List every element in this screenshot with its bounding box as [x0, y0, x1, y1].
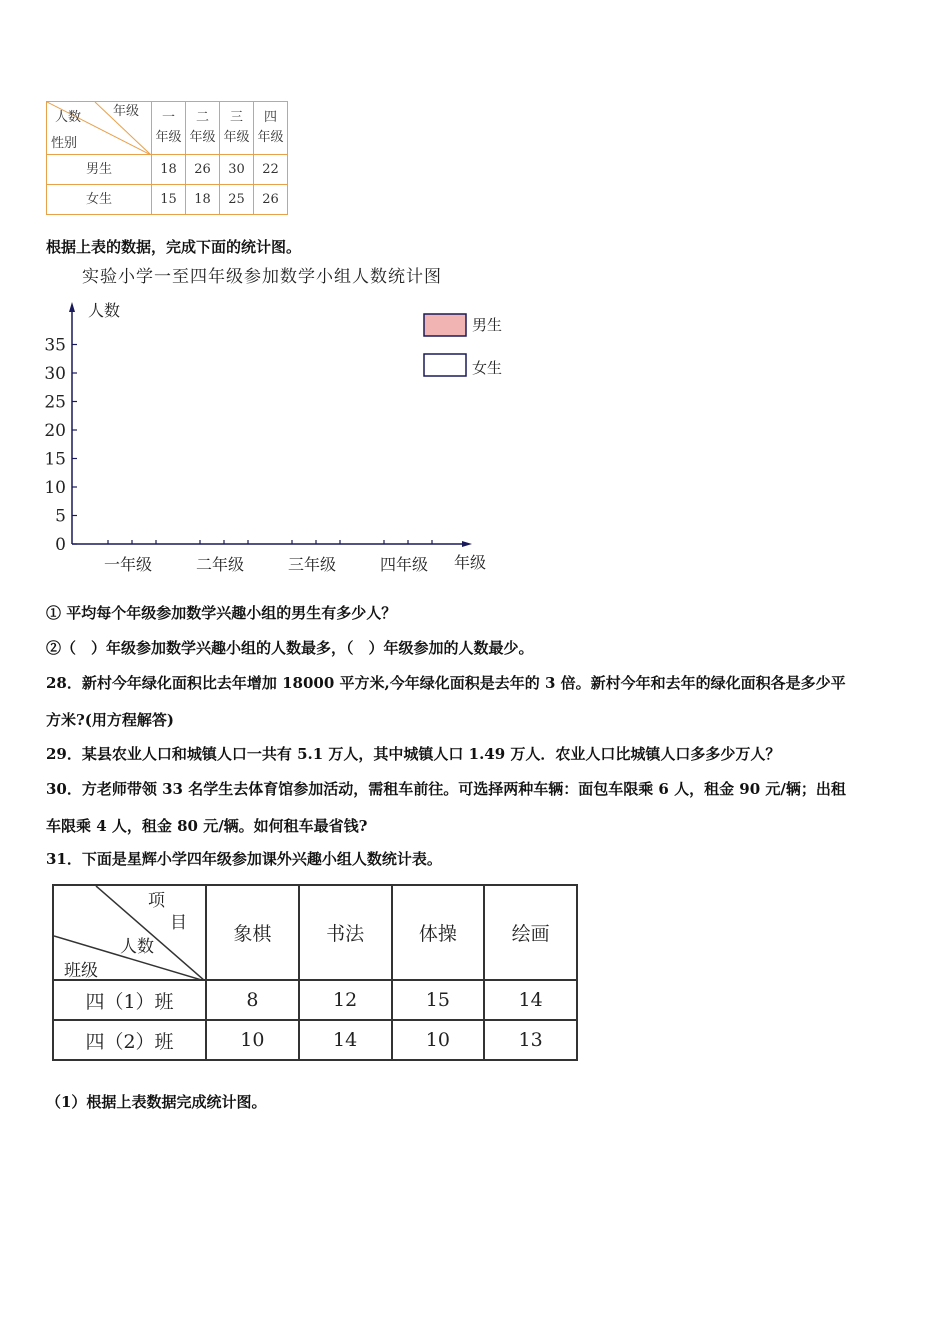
cell: 14 [299, 1020, 392, 1060]
y-tick-label: 20 [44, 421, 66, 441]
question-28-line-2: 方米?(用方程解答) [46, 711, 174, 729]
legend-swatch-boys [424, 314, 466, 336]
sub-question-1: （1）根据上表数据完成统计图。 [46, 1093, 267, 1111]
x-category-label: 四年级 [379, 555, 429, 574]
row-label: 男生 [47, 155, 152, 185]
cell: 15 [392, 980, 485, 1020]
x-category-label: 三年级 [287, 555, 337, 574]
x-category-label: 一年级 [103, 555, 153, 574]
cell: 12 [299, 980, 392, 1020]
corner-count-label: 人数 [55, 110, 82, 125]
y-tick-label: 10 [44, 478, 66, 498]
legend-swatch-girls [424, 354, 466, 376]
cell: 10 [206, 1020, 299, 1060]
corner-gender-label: 性别 [51, 136, 78, 151]
cell: 18 [186, 185, 220, 215]
empty-bar-chart [30, 258, 530, 583]
corner-count-label: 人数 [120, 937, 154, 957]
row-label: 四（1）班 [53, 980, 206, 1020]
grade-header: 三 年级 [220, 102, 254, 155]
cell: 26 [186, 155, 220, 185]
column-header: 体操 [392, 885, 485, 980]
y-tick-label: 15 [44, 449, 66, 470]
cell: 10 [392, 1020, 485, 1060]
y-axis-label: 人数 [88, 301, 121, 320]
table-row [53, 1020, 577, 1060]
x-axis-arrow [462, 541, 472, 547]
question-30-line-2: 车限乘 4 人，租金 80 元/辆。如何租车最省钱? [46, 817, 368, 835]
y-axis-arrow [69, 302, 75, 312]
table-corner-cell [47, 102, 152, 155]
x-axis-label: 年级 [454, 553, 487, 572]
corner-item-label-1: 项 [148, 891, 165, 911]
table-row [53, 980, 577, 1020]
question-2: ②（ ）年级参加数学兴趣小组的人数最多，（ ）年级参加的人数最少。 [46, 639, 534, 657]
column-header: 象棋 [206, 885, 299, 980]
cell: 30 [220, 155, 254, 185]
column-header: 书法 [299, 885, 392, 980]
instruction-text: 根据上表的数据，完成下面的统计图。 [46, 238, 302, 256]
grade-header: 二 年级 [186, 102, 220, 155]
question-29: 29．某县农业人口和城镇人口一共有 5.1 万人，其中城镇人口 1.49 万人．农业人口比城镇人口多多少万人？ [46, 745, 781, 763]
grade-header: 一 年级 [152, 102, 186, 155]
row-label: 女生 [47, 185, 152, 215]
column-header: 绘画 [484, 885, 577, 980]
chart-title: 实验小学一至四年级参加数学小组人数统计图 [82, 267, 442, 287]
interest-group-table [52, 884, 578, 1059]
cell: 25 [220, 185, 254, 215]
grade-header: 四 年级 [254, 102, 288, 155]
legend-label-girls: 女生 [472, 359, 503, 377]
y-tick-label: 25 [44, 392, 66, 413]
question-31: 31．下面是星辉小学四年级参加课外兴趣小组人数统计表。 [46, 850, 442, 868]
corner-class-label: 班级 [64, 961, 98, 981]
y-tick-label: 0 [55, 535, 66, 555]
corner-item-label-2: 目 [170, 913, 187, 933]
question-30-line-1: 30．方老师带领 33 名学生去体育馆参加活动，需租车前往。可选择两种车辆：面包车限乘 6 人，租金 90 元/辆；出租 [46, 780, 846, 798]
grade-gender-table [46, 101, 288, 214]
cell: 8 [206, 980, 299, 1020]
y-tick-label: 35 [44, 335, 66, 356]
cell: 22 [254, 155, 288, 185]
cell: 13 [484, 1020, 577, 1060]
table-row [47, 185, 288, 215]
cell: 18 [152, 155, 186, 185]
y-tick-label: 30 [44, 364, 66, 384]
corner-grade-label: 年级 [113, 104, 140, 119]
x-category-label: 二年级 [195, 555, 245, 574]
row-label: 四（2）班 [53, 1020, 206, 1060]
table-corner-cell [53, 885, 206, 980]
question-1: ① 平均每个年级参加数学兴趣小组的男生有多少人？ [46, 604, 397, 622]
cell: 15 [152, 185, 186, 215]
legend-label-boys: 男生 [472, 316, 503, 334]
question-28-line-1: 28．新村今年绿化面积比去年增加 18000 平方米,今年绿化面积是去年的 3 倍。新村今年和去年的绿化面积各是多少平 [46, 674, 846, 692]
table-row [47, 155, 288, 185]
cell: 26 [254, 185, 288, 215]
cell: 14 [484, 980, 577, 1020]
y-tick-label: 5 [55, 506, 66, 527]
